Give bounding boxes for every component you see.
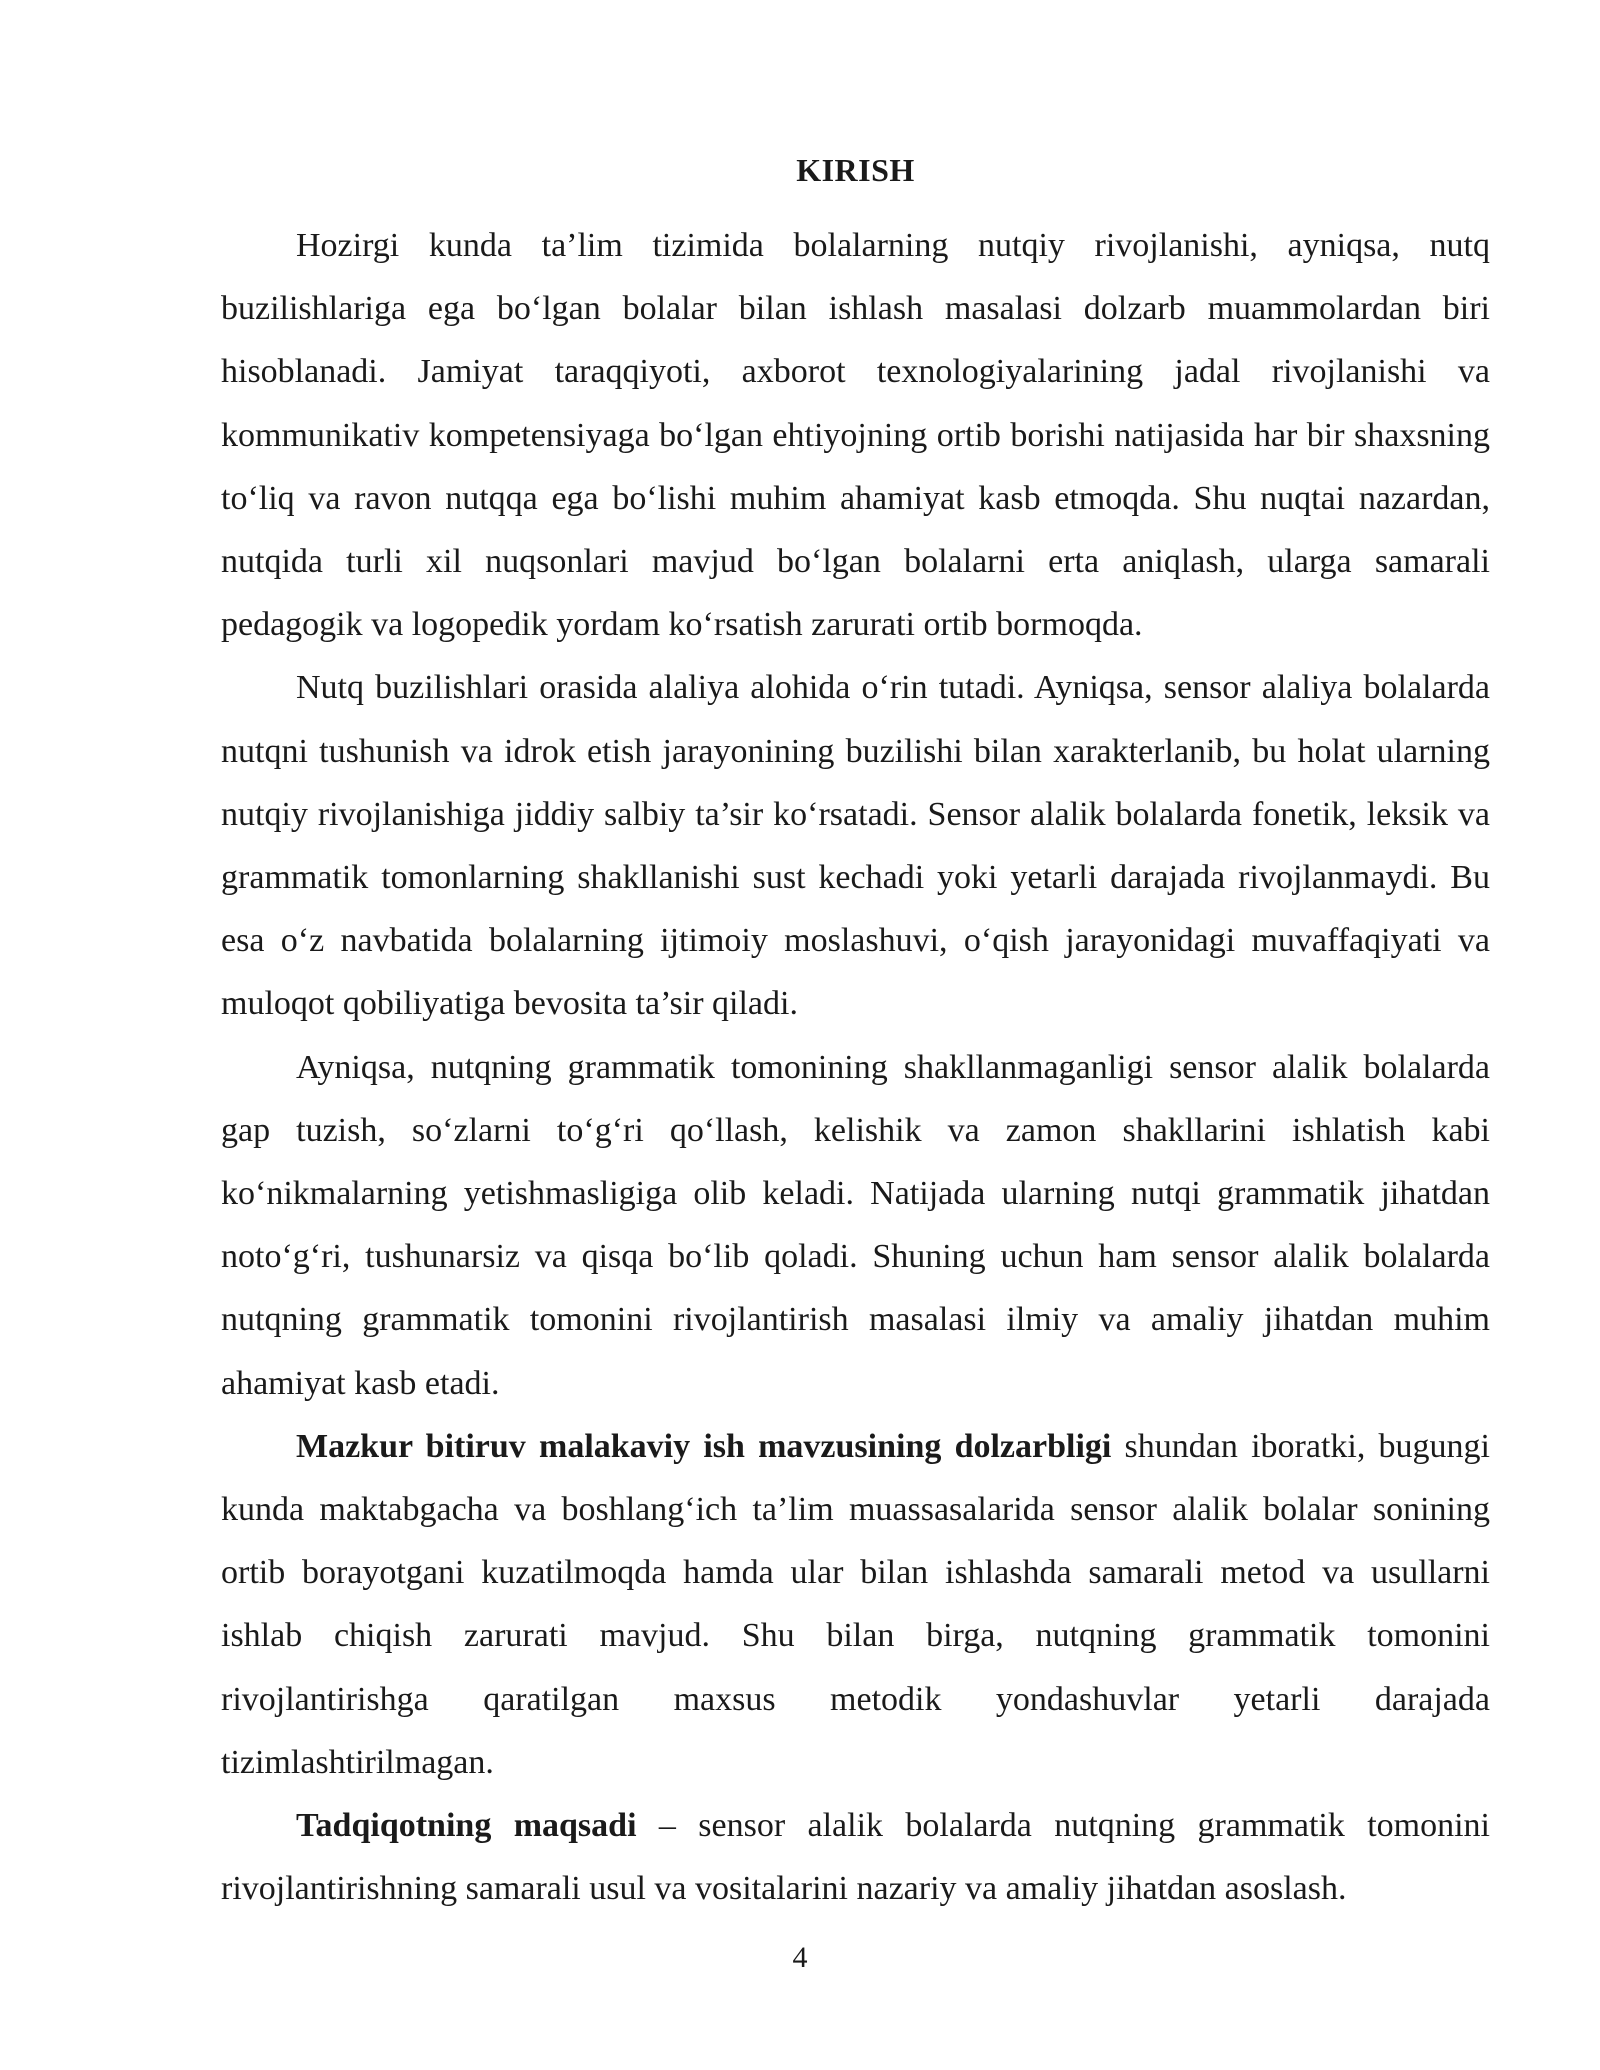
paragraph-text: – sensor alalik bolalarda nutqning grammatik tomonini rivojlantirishning samarali usul va vositalarini nazariy va amaliy jihatdan asoslash. — [221, 1807, 1490, 1908]
page-title: KIRISH — [796, 152, 915, 188]
paragraph-1 — [221, 214, 1490, 656]
document-page — [221, 146, 1490, 1920]
paragraph-bold-lead: Mazkur bitiruv malakaviy ish mavzusining dolzarbligi — [296, 1427, 1112, 1465]
paragraph-text: Hozirgi kunda ta’lim tizimida bolalarning nutqiy rivojlanishi, ayniqsa, nutq buzilishlariga ega bo‘lgan bolalar bilan ishlash masalasi dolzarb muammolardan biri hisoblanadi. Jamiyat taraqqiyoti, axborot texnologiyalarining jadal rivojlanishi va kommunikativ kompetensiyaga bo‘lgan ehtiyojning ortib borishi natijasida har bir shaxsning to‘liq va ravon nutqqa ega bo‘lishi muhim ahamiyat kasb etmoqda. Shu nuqtai nazardan, nutqida turli xil nuqsonlari mavjud bo‘lgan bolalarni erta aniqlash, ularga samarali pedagogik va logopedik yordam ko‘rsatish zarurati ortib bormoqda. — [221, 227, 1490, 644]
paragraph-bold-lead: Tadqiqotning maqsadi — [296, 1807, 637, 1845]
paragraph-text: Ayniqsa, nutqning grammatik tomonining shakllanmaganligi sensor alalik bolalarda gap tuzish, so‘zlarni to‘g‘ri qo‘llash, kelishik va zamon shakllarini ishlatish kabi ko‘nikmalarning yetishmasligiga olib keladi. Natijada ularning nutqi grammatik jihatdan noto‘g‘ri, tushunarsiz va qisqa bo‘lib qoladi. Shuning uchun ham sensor alalik bolalarda nutqning grammatik tomonini rivojlantirish masalasi ilmiy va amaliy jihatdan muhim ahamiyat kasb etadi. — [221, 1048, 1490, 1402]
paragraph-text: Nutq buzilishlari orasida alaliya alohida o‘rin tutadi. Ayniqsa, sensor alaliya bolalarda nutqni tushunish va idrok etish jarayonining buzilishi bilan xarakterlanib, bu holat ularning nutqiy rivojlanishiga jiddiy salbiy ta’sir ko‘rsatadi. Sensor alalik bolalarda fonetik, leksik va grammatik tomonlarning shakllanishi sust kechadi yoki yetarli darajada rivojlanmaydi. Bu esa o‘z navbatida bolalarning ijtimoiy moslashuvi, o‘qish jarayonidagi muvaffaqiyati va muloqot qobiliyatiga bevosita ta’sir qiladi. — [221, 669, 1490, 1023]
page-number: 4 — [792, 1941, 808, 1974]
paragraph-2 — [221, 656, 1490, 1035]
paragraph-3 — [221, 1036, 1490, 1415]
paragraph-text: shundan iboratki, bugungi kunda maktabgacha va boshlang‘ich ta’lim muassasalarida sensor alalik bolalar sonining ortib borayotgani kuzatilmoqda hamda ular bilan ishlashda samarali metod va usullarni ishlab chiqish zarurati mavjud. Shu bilan birga, nutqning grammatik tomonini rivojlantirishga qaratilgan maxsus metodik yondashuvlar yetarli darajada tizimlashtirilmagan. — [221, 1427, 1490, 1781]
paragraph-4 — [221, 1415, 1490, 1794]
paragraph-5 — [221, 1794, 1490, 1920]
